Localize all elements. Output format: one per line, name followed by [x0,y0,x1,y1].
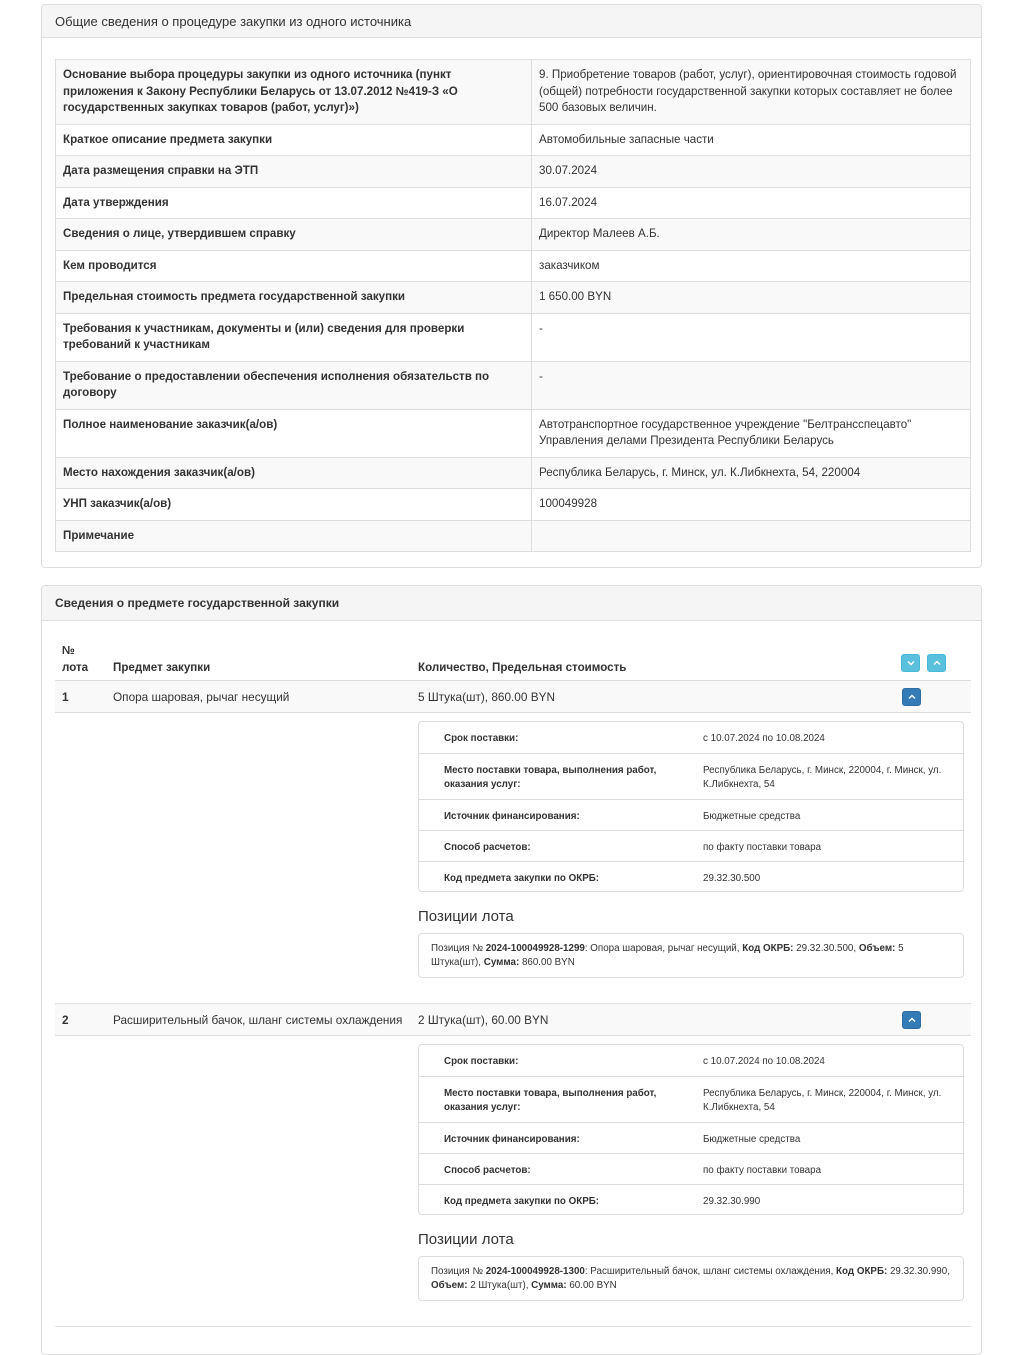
col-qty: Количество, Предельная стоимость [418,661,627,674]
lot-number: 1 [62,690,69,704]
info-value: 9. Приобретение товаров (работ, услуг), ориентировочная стоимость годовой (общей) потребности государственной закупки которых составляет не более 500 базовых величин. [532,60,971,125]
position-volume-label: Объем: [858,943,896,954]
collapse-all-button[interactable] [927,654,946,672]
lot-subject: Расширительный бачок, шланг системы охлаждения [113,1013,403,1027]
detail-value: 29.32.30.990 [703,1196,761,1207]
lot-position [418,1256,964,1301]
position-text: 29.32.30.990, [887,1266,950,1277]
info-label: Примечание [56,520,532,552]
info-value: заказчиком [532,250,971,282]
chevron-up-icon [908,693,916,701]
info-row [56,457,971,489]
detail-label: Способ расчетов: [444,1165,531,1176]
lot-qty: 2 Штука(шт), 60.00 BYN [418,1013,549,1027]
info-label: Дата утверждения [56,187,532,219]
collapse-lot-button[interactable] [902,688,921,706]
chevron-down-icon [907,659,915,667]
detail-label: Код предмета закупки по ОКРБ: [444,1196,600,1207]
detail-row [419,722,963,753]
detail-value: Республика Беларусь, г. Минск, 220004, г. Минск, ул. К.Либкнехта, 54 [703,1088,942,1113]
detail-label: Способ расчетов: [444,842,531,853]
detail-row [419,753,963,799]
info-label: Полное наименование заказчик(а/ов) [56,409,532,457]
info-label: Место нахождения заказчик(а/ов) [56,457,532,489]
position-text: 29.32.30.500, [793,943,859,954]
position-text: Позиция № [431,1266,486,1277]
info-value: Автотранспортное государственное учреждение "Белтрансспецавто" Управления делами Президента Республики Беларусь [532,409,971,457]
info-label: Предельная стоимость предмета государственной закупки [56,282,532,314]
info-row [56,361,971,409]
info-label: Сведения о лице, утвердившем справку [56,219,532,251]
detail-value: с 10.07.2024 по 10.08.2024 [703,733,825,744]
info-row [56,409,971,457]
subject-panel [41,585,982,1355]
info-label: Требование о предоставлении обеспечения исполнения обязательств по договору [56,361,532,409]
detail-row [419,830,963,861]
position-okrb-label: Код ОКРБ: [836,1266,888,1277]
position-volume-label: Объем: [431,1280,468,1291]
info-value: 100049928 [532,489,971,521]
detail-row [419,1184,963,1214]
col-lot-no-line2: лота [62,661,89,674]
detail-label: Место поставки товара, выполнения работ, оказания услуг: [444,765,657,790]
info-value: - [532,313,971,361]
detail-value: по факту поставки товара [703,1165,822,1176]
collapse-lot-button[interactable] [902,1011,921,1029]
position-text: Позиция № [431,943,486,954]
info-value: Республика Беларусь, г. Минск, ул. К.Либкнехта, 54, 220004 [532,457,971,489]
info-row [56,250,971,282]
info-row [56,124,971,156]
info-value: 30.07.2024 [532,156,971,188]
info-row [56,520,971,552]
detail-label: Источник финансирования: [444,811,580,822]
lot-details [418,1044,964,1215]
detail-row [419,1076,963,1122]
detail-label: Место поставки товара, выполнения работ, оказания услуг: [444,1088,657,1113]
position-number: 2024-100049928-1300 [485,1266,585,1277]
info-label: Кем проводится [56,250,532,282]
position-text: : Расширительный бачок, шланг системы охлаждения, [584,1266,837,1277]
info-row [56,187,971,219]
info-value: Автомобильные запасные части [532,124,971,156]
detail-value: с 10.07.2024 по 10.08.2024 [703,1056,825,1067]
detail-value: Бюджетные средства [703,811,801,822]
position-text: 60.00 BYN [566,1280,617,1291]
chevron-up-icon [908,1016,916,1024]
general-info-panel [41,4,982,568]
table-divider [55,1326,971,1327]
info-row [56,219,971,251]
lot-details [418,721,964,892]
detail-label: Источник финансирования: [444,1134,580,1145]
expand-all-button[interactable] [901,654,920,672]
detail-label: Срок поставки: [444,1056,519,1067]
general-info-heading: Общие сведения о процедуре закупки из одного источника [42,5,981,38]
info-row [56,60,971,125]
info-label: Краткое описание предмета закупки [56,124,532,156]
info-row [56,156,971,188]
lots-table-header [55,638,971,682]
lot-row[interactable] [55,680,971,713]
info-label: Дата размещения справки на ЭТП [56,156,532,188]
lot-number: 2 [62,1013,69,1027]
detail-value: по факту поставки товара [703,842,822,853]
detail-row [419,1122,963,1153]
position-sum-label: Сумма: [483,957,520,968]
detail-row [419,1153,963,1184]
position-text: 5 Штука(шт), [431,943,904,968]
detail-value: Бюджетные средства [703,1134,801,1145]
position-text: 2 Штука(шт), [467,1280,532,1291]
general-info-table [55,59,971,552]
position-text: : Опора шаровая, рычаг несущий, [584,943,743,954]
detail-row [419,1045,963,1076]
info-label: Требования к участникам, документы и (или) сведения для проверки требований к участникам [56,313,532,361]
info-value [532,520,971,552]
chevron-up-icon [933,659,941,667]
position-text: 860.00 BYN [519,957,575,968]
detail-row [419,799,963,830]
info-row [56,313,971,361]
info-value: 16.07.2024 [532,187,971,219]
info-label: УНП заказчик(а/ов) [56,489,532,521]
lot-position [418,933,964,978]
lot-qty: 5 Штука(шт), 860.00 BYN [418,690,555,704]
detail-row [419,861,963,891]
col-lot-no-line1: № [62,644,75,657]
lot-row[interactable] [55,1003,971,1036]
info-label: Основание выбора процедуры закупки из одного источника (пункт приложения к Закону Республики Беларусь от 13.07.2012 №419-З «О государственных закупках товаров (работ, услуг)») [56,60,532,125]
positions-title: Позиции лота [418,1231,514,1248]
detail-value: Республика Беларусь, г. Минск, 220004, г. Минск, ул. К.Либкнехта, 54 [703,765,942,790]
col-subject: Предмет закупки [113,661,211,674]
positions-title: Позиции лота [418,908,514,925]
info-value: - [532,361,971,409]
subject-heading: Сведения о предмете государственной закупки [42,586,981,621]
detail-value: 29.32.30.500 [703,873,761,884]
info-row [56,489,971,521]
lot-subject: Опора шаровая, рычаг несущий [113,690,290,704]
info-row [56,282,971,314]
position-sum-label: Сумма: [531,1280,567,1291]
info-value: Директор Малеев А.Б. [532,219,971,251]
position-okrb-label: Код ОКРБ: [742,943,794,954]
detail-label: Код предмета закупки по ОКРБ: [444,873,600,884]
info-value: 1 650.00 BYN [532,282,971,314]
position-number: 2024-100049928-1299 [485,943,585,954]
detail-label: Срок поставки: [444,733,519,744]
